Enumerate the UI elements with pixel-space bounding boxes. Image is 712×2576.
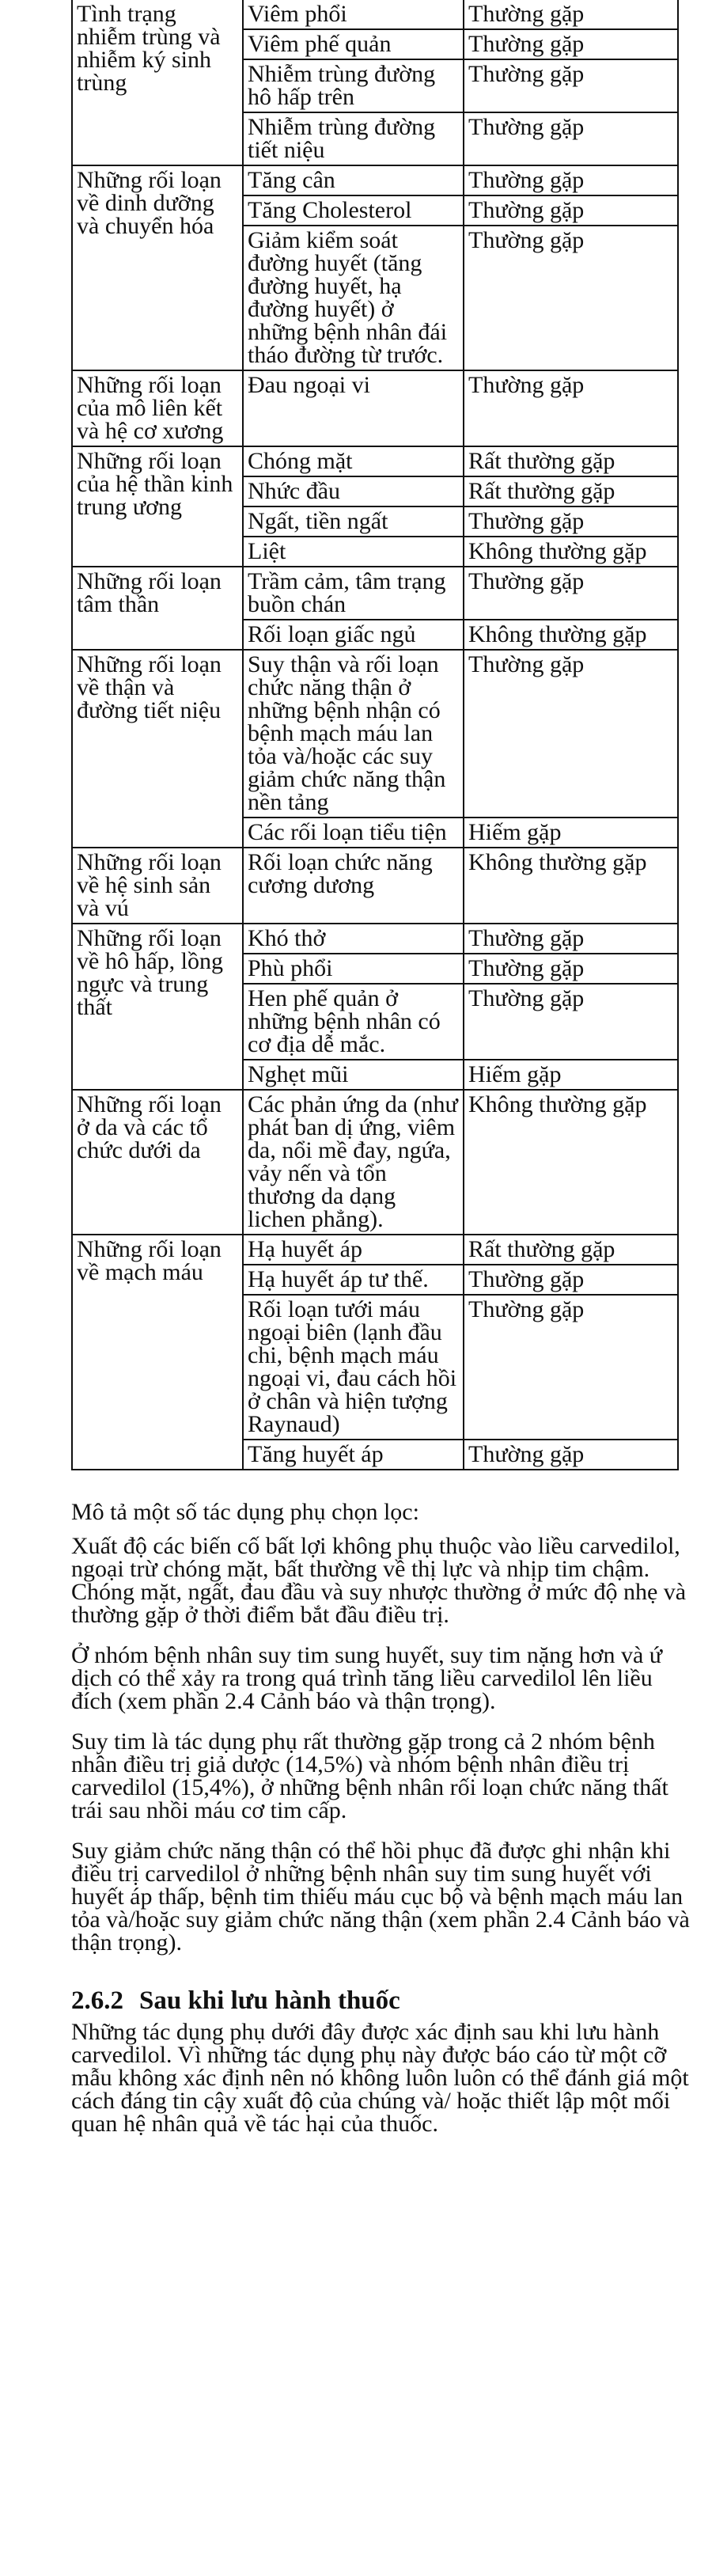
table-row [72,650,678,818]
table-row [72,370,678,446]
organ-system-cell: Những rối loạn tâm thần [72,567,243,650]
adverse-effect-cell: Các rối loạn tiểu tiện [243,818,464,848]
frequency-cell: Hiếm gặp [464,818,678,848]
frequency-cell: Thường gặp [464,954,678,984]
adverse-effects-table-body [72,0,678,1470]
organ-system-cell: Những rối loạn của hệ thần kinh trung ương [72,446,243,567]
adverse-effect-cell: Đau ngoại vi [243,370,464,446]
adverse-effect-cell: Nhiễm trùng đường hô hấp trên [243,59,464,112]
note-paragraph-2: Ở nhóm bệnh nhân suy tim sung huyết, suy tim nặng hơn và ứ dịch có thể xảy ra trong quá trình tăng liều carvedilol lên liều đích (xem phần 2.4 Cảnh báo và thận trọng). [71,1642,663,1714]
section-number: 2.6.2 [71,1986,123,2015]
adverse-effect-cell: Nhiễm trùng đường tiết niệu [243,112,464,165]
adverse-effect-cell: Suy thận và rối loạn chức năng thận ở những bệnh nhận có bệnh mạch máu lan tỏa và/hoặc các suy giảm chức năng thận nền tảng [243,650,464,818]
note-paragraph-4: Suy giảm chức năng thận có thể hồi phục đã được ghi nhận khi điều trị carvedilol ở những bệnh nhân suy tim sung huyết với huyết áp thấp, bệnh tim thiếu máu cục bộ và bệnh mạch máu lan tỏa và/hoặc suy giảm chức năng thận (xem phần 2.4 Cảnh báo và thận trọng). [71,1838,690,1956]
table-row [72,567,678,620]
frequency-cell: Thường gặp [464,226,678,370]
adverse-effect-cell: Viêm phế quản [243,29,464,59]
frequency-cell: Thường gặp [464,195,678,226]
organ-system-cell: Tình trạng nhiễm trùng và nhiễm ký sinh trùng [72,0,243,165]
adverse-effect-cell: Hạ huyết áp [243,1235,464,1265]
frequency-cell: Không thường gặp [464,1090,678,1235]
adverse-effect-cell: Nghẹt mũi [243,1060,464,1090]
table-row [72,165,678,195]
frequency-cell: Không thường gặp [464,537,678,567]
frequency-cell: Không thường gặp [464,848,678,924]
note-paragraph-1: Xuất độ các biến cố bất lợi không phụ thuộc vào liều carvedilol, ngoại trừ chóng mặt, bất thường về thị lực và nhịp tim chậm. Chóng mặt, ngất, đau đầu và suy nhược thường ở mức độ nhẹ và thường gặp ở thời điểm bắt đầu điều trị. [71,1533,687,1628]
note-paragraph-3: Suy tim là tác dụng phụ rất thường gặp trong cả 2 nhóm bệnh nhân điều trị giả dược (14,5%) và nhóm bệnh nhân điều trị carvedilol (15,4%), ở những bệnh nhân rối loạn chức năng thất trái sau nhồi máu cơ tim cấp. [71,1728,668,1823]
frequency-cell: Thường gặp [464,984,678,1060]
organ-system-cell: Những rối loạn về hệ sinh sản và vú [72,848,243,924]
adverse-effect-cell: Chóng mặt [243,446,464,476]
frequency-cell: Thường gặp [464,370,678,446]
frequency-cell: Thường gặp [464,112,678,165]
table-row [72,446,678,476]
frequency-cell: Thường gặp [464,29,678,59]
table-row [72,924,678,954]
frequency-cell: Thường gặp [464,0,678,29]
frequency-cell: Thường gặp [464,924,678,954]
organ-system-cell: Những rối loạn về hô hấp, lồng ngực và trung thất [72,924,243,1090]
section-heading [71,1987,696,2014]
adverse-effect-cell: Tăng cân [243,165,464,195]
adverse-effect-cell: Rối loạn giấc ngủ [243,620,464,650]
frequency-cell: Thường gặp [464,59,678,112]
notes-section [71,1500,696,2153]
organ-system-cell: Những rối loạn của mô liên kết và hệ cơ xương [72,370,243,446]
adverse-effect-cell: Hen phế quản ở những bệnh nhân có cơ địa dễ mắc. [243,984,464,1060]
frequency-cell: Thường gặp [464,506,678,537]
organ-system-cell: Những rối loạn về thận và đường tiết niệu [72,650,243,848]
section-paragraph: Những tác dụng phụ dưới đây được xác định sau khi lưu hành carvedilol. Vì những tác dụng phụ này được báo cáo từ một cỡ mẫu không xác định nên nó không luôn luôn có thể đánh giá một cách đáng tin cậy xuất độ của chúng và/ hoặc thiết lập một mối quan hệ nhân quả về tác hại của thuốc. [71,2019,689,2137]
adverse-effect-cell: Viêm phổi [243,0,464,29]
frequency-cell: Hiếm gặp [464,1060,678,1090]
adverse-effect-cell: Giảm kiểm soát đường huyết (tăng đường huyết, hạ đường huyết) ở những bệnh nhân đái tháo đường từ trước. [243,226,464,370]
section-title: Sau khi lưu hành thuốc [139,1986,400,2015]
adverse-effect-cell: Khó thở [243,924,464,954]
adverse-effect-cell: Hạ huyết áp tư thế. [243,1265,464,1295]
organ-system-cell: Những rối loạn ở da và các tổ chức dưới da [72,1090,243,1235]
table-row [72,0,678,29]
frequency-cell: Rất thường gặp [464,446,678,476]
frequency-cell: Thường gặp [464,1265,678,1295]
adverse-effect-cell: Các phản ứng da (như phát ban dị ứng, viêm da, nổi mề đay, ngứa, vảy nến và tổn thương da dạng lichen phẳng). [243,1090,464,1235]
table-row [72,1090,678,1235]
adverse-effect-cell: Rối loạn tưới máu ngoại biên (lạnh đầu chi, bệnh mạch máu ngoại vi, đau cách hồi ở chân và hiện tượng Raynaud) [243,1295,464,1440]
table-row [72,1235,678,1265]
frequency-cell: Thường gặp [464,1440,678,1470]
adverse-effect-cell: Rối loạn chức năng cương dương [243,848,464,924]
adverse-effect-cell: Phù phổi [243,954,464,984]
frequency-cell: Thường gặp [464,1295,678,1440]
table-row [72,848,678,924]
adverse-effects-table [71,0,679,1470]
frequency-cell: Thường gặp [464,650,678,818]
adverse-effect-cell: Trầm cảm, tâm trạng buồn chán [243,567,464,620]
adverse-effect-cell: Nhức đầu [243,476,464,506]
frequency-cell: Thường gặp [464,567,678,620]
adverse-effect-cell: Tăng huyết áp [243,1440,464,1470]
frequency-cell: Rất thường gặp [464,1235,678,1265]
adverse-effect-cell: Tăng Cholesterol [243,195,464,226]
organ-system-cell: Những rối loạn về dinh dưỡng và chuyển hóa [72,165,243,370]
notes-intro: Mô tả một số tác dụng phụ chọn lọc: [71,1499,419,1525]
adverse-effect-cell: Ngất, tiền ngất [243,506,464,537]
frequency-cell: Rất thường gặp [464,476,678,506]
frequency-cell: Không thường gặp [464,620,678,650]
adverse-effect-cell: Liệt [243,537,464,567]
frequency-cell: Thường gặp [464,165,678,195]
organ-system-cell: Những rối loạn về mạch máu [72,1235,243,1470]
